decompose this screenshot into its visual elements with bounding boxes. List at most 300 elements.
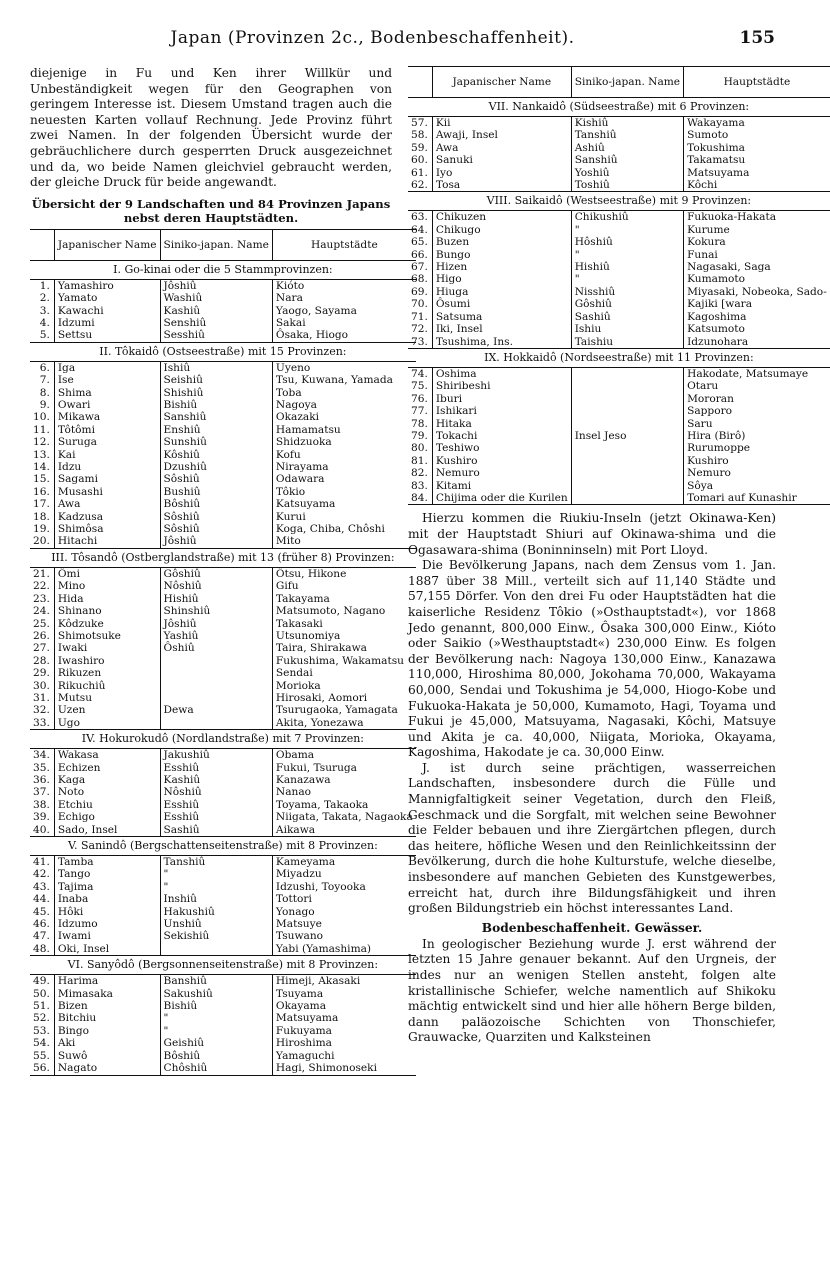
province-number: 32.: [30, 704, 54, 716]
province-number: 6.: [30, 361, 54, 374]
province-number: 11.: [30, 424, 54, 436]
siniko-name: Washiû: [160, 292, 272, 304]
table-row: [30, 305, 416, 317]
capital-cities: Kushiro: [687, 454, 729, 467]
capital-cities: Takayama: [275, 592, 330, 605]
table-row: [30, 523, 416, 535]
table-row: [30, 1050, 416, 1062]
region-title: IX. Hokkaidô (Nordseestraße) mit 11 Provinzen:: [408, 348, 830, 367]
japanese-name: Bungo: [432, 249, 571, 261]
japanese-name: Tango: [54, 868, 160, 880]
province-number: 2.: [30, 292, 54, 304]
siniko-name: ": [160, 1012, 272, 1024]
siniko-name: [571, 492, 683, 505]
japanese-name: Nemuro: [432, 467, 571, 479]
japanese-name: Kadzusa: [54, 511, 160, 523]
province-number: 24.: [30, 605, 54, 617]
province-number: 16.: [30, 486, 54, 498]
region-title: IV. Hokurokudô (Nordlandstraße) mit 7 Provinzen:: [30, 730, 416, 749]
japanese-name: Iga: [54, 361, 160, 374]
siniko-name: [571, 467, 683, 479]
capital-cities: Rurumoppe: [687, 442, 751, 455]
capital-cities: Nemuro: [687, 467, 731, 480]
table-row: [30, 361, 416, 374]
col-japanese-name: Japanischer Name: [432, 67, 571, 98]
siniko-name: Sakushiû: [160, 988, 272, 1000]
region-heading: [30, 837, 416, 856]
siniko-name: Sôshiû: [160, 473, 272, 485]
siniko-name: Ishiu: [571, 323, 683, 335]
japanese-name: Idzu: [54, 461, 160, 473]
table-row: [30, 1062, 416, 1075]
province-number: 64.: [408, 224, 432, 236]
province-number: 5.: [30, 329, 54, 342]
table-row: [30, 856, 416, 869]
japanese-name: Harima: [54, 975, 160, 988]
japanese-name: Shima: [54, 387, 160, 399]
province-number: 62.: [408, 179, 432, 192]
table-row: [30, 317, 416, 329]
province-number: 18.: [30, 511, 54, 523]
col-capitals: Hauptstädte: [684, 67, 830, 98]
capital-cities: Katsuyama: [275, 498, 336, 511]
col-siniko-name: Siniko-japan. Name: [571, 67, 683, 98]
table-row: [408, 142, 830, 154]
siniko-name: Kishiû: [571, 117, 683, 130]
province-number: 81.: [408, 455, 432, 467]
province-number: 28.: [30, 655, 54, 667]
table-row: [408, 154, 830, 166]
table-row: [30, 436, 416, 448]
capital-cities: Ôtsu, Hikone: [275, 567, 347, 580]
siniko-name: Sôshiû: [160, 511, 272, 523]
japanese-name: Mutsu: [54, 692, 160, 704]
capital-cities: Hirosaki, Aomori: [275, 691, 368, 704]
capital-cities: Toba: [275, 386, 302, 399]
table-row: [30, 580, 416, 592]
japanese-name: Chijima oder die Kurilen: [432, 492, 571, 505]
province-number: 47.: [30, 930, 54, 942]
japanese-name: Ôsumi: [432, 298, 571, 310]
province-table-right: [408, 66, 830, 505]
province-number: 79.: [408, 430, 432, 442]
capital-cities: Yonago: [275, 905, 315, 918]
siniko-name: Inshiû: [160, 893, 272, 905]
province-number: 1.: [30, 279, 54, 292]
siniko-name: Bishiû: [160, 399, 272, 411]
capital-cities: Matsumoto, Nagano: [275, 605, 386, 618]
table-row: [408, 455, 830, 467]
japanese-name: Kii: [432, 117, 571, 130]
table-row: [408, 492, 830, 505]
table-row: [30, 329, 416, 342]
capital-cities: Shidzuoka: [275, 436, 332, 449]
siniko-name: Dzushiû: [160, 461, 272, 473]
capital-cities: Utsunomiya: [275, 629, 341, 642]
siniko-name: Kashiû: [160, 774, 272, 786]
province-number: 50.: [30, 988, 54, 1000]
col-japanese-name: Japanischer Name: [54, 229, 160, 260]
province-number: 33.: [30, 717, 54, 730]
province-number: 23.: [30, 593, 54, 605]
siniko-name: Sôshiû: [160, 523, 272, 535]
capital-cities: Tomari auf Kunashir: [684, 492, 830, 505]
japanese-name: Echizen: [54, 762, 160, 774]
siniko-name: Geishiû: [160, 1037, 272, 1049]
japanese-name: Oshima: [432, 367, 571, 380]
province-number: 69.: [408, 286, 432, 298]
province-number: 82.: [408, 467, 432, 479]
table-row: [30, 642, 416, 654]
province-number: 13.: [30, 449, 54, 461]
capital-cities: Mororan: [687, 392, 734, 405]
capital-cities: Otaru: [687, 380, 719, 393]
siniko-name: ": [571, 273, 683, 285]
province-number: 74.: [408, 367, 432, 380]
siniko-name: Unshiû: [160, 918, 272, 930]
province-number: 67.: [408, 261, 432, 273]
siniko-name: Gôshiû: [571, 298, 683, 310]
capital-cities: Nagasaki, Saga: [687, 261, 771, 274]
capital-cities: Tôkio: [275, 485, 306, 498]
japanese-name: Iyo: [432, 167, 571, 179]
siniko-name: Sunshiû: [160, 436, 272, 448]
table-row: [30, 943, 416, 956]
province-table-left: [30, 229, 416, 1076]
province-number: 34.: [30, 749, 54, 762]
province-number: 10.: [30, 411, 54, 423]
japanese-name: Ise: [54, 374, 160, 386]
capital-cities: Sendai: [275, 667, 313, 680]
left-column: [30, 66, 413, 1076]
province-number: 44.: [30, 893, 54, 905]
japanese-name: Awaji, Insel: [432, 129, 571, 141]
japanese-name: Hiuga: [432, 286, 571, 298]
japanese-name: Awa: [432, 142, 571, 154]
japanese-name: Satsuma: [432, 311, 571, 323]
japanese-name: Bitchiu: [54, 1012, 160, 1024]
siniko-name: Bushiû: [160, 486, 272, 498]
page-header: [30, 28, 775, 58]
province-number: 84.: [408, 492, 432, 505]
capital-cities: Hagi, Shimonoseki: [272, 1062, 415, 1075]
table-row: [30, 918, 416, 930]
japanese-name: Teshiwo: [432, 442, 571, 454]
table-row: [30, 811, 416, 823]
capital-cities: Tokushima: [687, 141, 745, 154]
province-number: 76.: [408, 393, 432, 405]
japanese-name: Mimasaka: [54, 988, 160, 1000]
siniko-name: Chikushiû: [571, 211, 683, 224]
table-row: [30, 692, 416, 704]
capital-cities: Okazaki: [275, 411, 320, 424]
siniko-name: [160, 692, 272, 704]
japanese-name: Ugo: [54, 717, 160, 730]
province-number: 37.: [30, 786, 54, 798]
region-title: VIII. Saikaidô (Westseestraße) mit 9 Provinzen:: [408, 192, 830, 211]
siniko-name: Taishiu: [571, 336, 683, 349]
table-row: [408, 167, 830, 179]
capital-cities: Kagoshima: [687, 310, 747, 323]
region-heading: [408, 192, 830, 211]
table-row: [408, 249, 830, 261]
province-number: 43.: [30, 881, 54, 893]
japanese-name: Etchiu: [54, 799, 160, 811]
province-number: 59.: [408, 142, 432, 154]
section-heading: Bodenbeschaffenheit. Gewässer.: [481, 920, 703, 935]
siniko-name: Yoshiû: [571, 167, 683, 179]
capital-cities: Toyama, Takaoka: [275, 798, 369, 811]
table-row: [30, 292, 416, 304]
japanese-name: Chikuzen: [432, 211, 571, 224]
table-row: [408, 224, 830, 236]
japanese-name: Wakasa: [54, 749, 160, 762]
capital-cities: Miyasaki, Nobeoka, Sado-: [687, 285, 827, 298]
capital-cities: Nara: [275, 292, 303, 305]
region-title: V. Sanindô (Bergschattenseitenstraße) mit 8 Provinzen:: [30, 837, 416, 856]
japanese-name: Noto: [54, 786, 160, 798]
japanese-name: Owari: [54, 399, 160, 411]
siniko-name: Sashiû: [160, 824, 272, 837]
table-row: [30, 881, 416, 893]
province-number: 54.: [30, 1037, 54, 1049]
province-number: 36.: [30, 774, 54, 786]
province-number: 83.: [408, 480, 432, 492]
table-row: [30, 424, 416, 436]
col-number: [30, 229, 54, 260]
capital-cities: Yamaguchi: [275, 1049, 335, 1062]
capital-cities: Saru: [687, 417, 713, 430]
capital-cities: Idzushi, Toyooka: [275, 880, 366, 893]
siniko-name: [571, 393, 683, 405]
siniko-name: [160, 717, 272, 730]
japanese-name: Shimotsuke: [54, 630, 160, 642]
siniko-name: Nôshiû: [160, 580, 272, 592]
province-number: 20.: [30, 535, 54, 548]
province-number: 25.: [30, 618, 54, 630]
siniko-name: Hishiû: [571, 261, 683, 273]
siniko-name: [571, 442, 683, 454]
capital-cities: Takasaki: [275, 617, 323, 630]
province-number: 31.: [30, 692, 54, 704]
table-row: [408, 442, 830, 454]
japanese-name: Tosa: [432, 179, 571, 192]
siniko-name: Bishiû: [160, 1000, 272, 1012]
paragraph-population: Die Bevölkerung Japans, nach dem Zensus vom 1. Jan. 1887 über 38 Mill., verteilt sich auf 11,140 Städte und 57,155 Dörfer. Von den drei Fu oder Hauptstädten hat die kaiserliche Residenz Tôkio (»Osthauptstadt«), vor 1868 Jedo genannt, 800,000 Einw., Ôsaka 300,000 Einw., Kióto oder Saikio (»Westhauptstadt«) 230,000 Einw. Es folgen der Bevölkerung nach: Nagoya 130,000 Einw., Kanazawa 110,000, Hiroshima 80,000, Jokohama 70,000, Wakayama 60,000, Sendai und Tokushima je 54,000, Hiogo-Kobe und Fukuoka-Hakata je 50,000, Kumamoto, Hagi, Toyama und Fukui je 45,000, Matsuyama, Nagasaki, Kôchi, Matsuye und Akita je ca. 40,000, Niigata, Morioka, Okayama, Kagoshima, Hakodate je ca. 30,000 Einw.: [408, 558, 776, 760]
table-row: [30, 605, 416, 617]
capital-cities: Tsurugaoka, Yamagata: [275, 704, 398, 717]
siniko-name: [160, 680, 272, 692]
region-heading: [30, 260, 416, 279]
province-number: 35.: [30, 762, 54, 774]
table-row: [30, 411, 416, 423]
page-number: 155: [739, 28, 775, 48]
japanese-name: Uzen: [54, 704, 160, 716]
table-row: [408, 298, 830, 310]
capital-cities: Fukushima, Wakamatsu: [275, 654, 404, 667]
japanese-name: Hida: [54, 593, 160, 605]
table-row: [408, 323, 830, 335]
capital-cities: Miyadzu: [275, 868, 322, 881]
capital-cities: Kumamoto: [687, 273, 746, 286]
capital-cities: Tsu, Kuwana, Yamada: [275, 374, 393, 387]
capital-cities: Sapporo: [687, 405, 733, 418]
province-number: 30.: [30, 680, 54, 692]
capital-cities: Kôchi: [687, 179, 718, 192]
japanese-name: Higo: [432, 273, 571, 285]
siniko-name: Ashiû: [571, 142, 683, 154]
region-heading: [408, 98, 830, 117]
region-heading: [30, 956, 416, 975]
siniko-name: Toshiû: [571, 179, 683, 192]
table-row: [30, 387, 416, 399]
capital-cities: Kióto: [275, 279, 305, 292]
capital-cities: Taira, Shirakawa: [275, 642, 367, 655]
capital-cities: Aikawa: [275, 823, 316, 836]
capital-cities: Hiroshima: [275, 1037, 332, 1050]
capital-cities: Morioka: [275, 679, 321, 692]
province-number: 46.: [30, 918, 54, 930]
siniko-name: ": [160, 1025, 272, 1037]
siniko-name: [160, 667, 272, 679]
siniko-name: Senshiû: [160, 317, 272, 329]
siniko-name: [571, 455, 683, 467]
japanese-name: Sanuki: [432, 154, 571, 166]
siniko-name: Sesshiû: [160, 329, 272, 342]
col-capitals: Hauptstädte: [272, 229, 415, 260]
siniko-name: Enshiû: [160, 424, 272, 436]
siniko-name: Hôshiû: [571, 236, 683, 248]
province-number: 73.: [408, 336, 432, 349]
capital-cities: Takamatsu: [687, 154, 746, 167]
province-number: 17.: [30, 498, 54, 510]
japanese-name: Mino: [54, 580, 160, 592]
table-row: [408, 211, 830, 224]
japanese-name: Sado, Insel: [54, 824, 160, 837]
siniko-name: Tanshiû: [571, 129, 683, 141]
table-row: [30, 824, 416, 837]
japanese-name: Idzumi: [54, 317, 160, 329]
region-title: VII. Nankaidô (Südseestraße) mit 6 Provinzen:: [408, 98, 830, 117]
capital-cities: Kameyama: [275, 856, 336, 868]
japanese-name: Hitaka: [432, 418, 571, 430]
table-row: [30, 667, 416, 679]
province-number: 14.: [30, 461, 54, 473]
capital-cities: Gifu: [275, 580, 299, 593]
table-row: [30, 399, 416, 411]
table-row: [30, 535, 416, 548]
siniko-name: [160, 943, 272, 956]
table-row: [30, 461, 416, 473]
table-row: [30, 930, 416, 942]
table-row: [30, 762, 416, 774]
province-number: 38.: [30, 799, 54, 811]
province-number: 55.: [30, 1050, 54, 1062]
japanese-name: Musashi: [54, 486, 160, 498]
table-row: [30, 988, 416, 1000]
table-row: [30, 975, 416, 988]
region-heading: [30, 548, 416, 567]
table-row: [408, 273, 830, 285]
capital-cities: Kurume: [687, 223, 730, 236]
province-number: 53.: [30, 1025, 54, 1037]
siniko-name: Dewa: [160, 704, 272, 716]
table-row: [30, 630, 416, 642]
province-number: 9.: [30, 399, 54, 411]
japanese-name: Shiribeshi: [432, 380, 571, 392]
japanese-name: Yamato: [54, 292, 160, 304]
province-number: 22.: [30, 580, 54, 592]
siniko-name: Hishiû: [160, 593, 272, 605]
siniko-name: [571, 380, 683, 392]
capital-cities: Fukuyama: [275, 1024, 332, 1037]
capital-cities: Kanazawa: [275, 773, 331, 786]
table-row: [30, 1000, 416, 1012]
province-number: 41.: [30, 856, 54, 869]
province-number: 58.: [408, 129, 432, 141]
siniko-name: Ôshiû: [160, 642, 272, 654]
table-row: [30, 799, 416, 811]
capital-cities: Sôya: [687, 479, 714, 492]
siniko-name: Sekishiû: [160, 930, 272, 942]
province-number: 77.: [408, 405, 432, 417]
siniko-name: Banshiû: [160, 975, 272, 988]
province-number: 61.: [408, 167, 432, 179]
right-column: [408, 66, 827, 1046]
region-heading: [30, 730, 416, 749]
siniko-name: Bôshiû: [160, 1050, 272, 1062]
japanese-name: Suruga: [54, 436, 160, 448]
siniko-name: Esshiû: [160, 799, 272, 811]
japanese-name: Rikuchiû: [54, 680, 160, 692]
capital-cities: Nanao: [275, 786, 312, 799]
siniko-name: Kôshiû: [160, 449, 272, 461]
table-row: [408, 380, 830, 392]
japanese-name: Aki: [54, 1037, 160, 1049]
capital-cities: Kurui: [275, 510, 306, 523]
paragraph-riukiu: Hierzu kommen die Riukiu-Inseln (jetzt Okinawa-Ken) mit der Hauptstadt Shiuri auf Okinawa-shima und die Ogasawara-shima (Boninninseln) mit Port Lloyd.: [408, 511, 776, 557]
capital-cities: Nirayama: [275, 461, 329, 474]
capital-cities: Koga, Chiba, Chôshi: [275, 523, 385, 536]
capital-cities: Matsuye: [275, 918, 322, 931]
capital-cities: Sumoto: [687, 129, 729, 142]
province-number: 42.: [30, 868, 54, 880]
province-number: 60.: [408, 154, 432, 166]
japanese-name: Iwami: [54, 930, 160, 942]
table-row: [30, 279, 416, 292]
table-row: [408, 480, 830, 492]
table-row: [30, 655, 416, 667]
table-row: [30, 618, 416, 630]
siniko-name: Sanshiû: [571, 154, 683, 166]
province-number: 19.: [30, 523, 54, 535]
siniko-name: Hakushiû: [160, 906, 272, 918]
capital-cities: Hamamatsu: [275, 423, 341, 436]
province-number: 40.: [30, 824, 54, 837]
province-number: 48.: [30, 943, 54, 956]
siniko-name: ": [160, 881, 272, 893]
siniko-name: Jôshiû: [160, 279, 272, 292]
capital-cities: Mito: [275, 535, 301, 548]
province-number: 57.: [408, 117, 432, 130]
table-row: [30, 1025, 416, 1037]
japanese-name: Bingo: [54, 1025, 160, 1037]
japanese-name: Kushiro: [432, 455, 571, 467]
siniko-name: ": [571, 224, 683, 236]
province-number: 78.: [408, 418, 432, 430]
province-number: 52.: [30, 1012, 54, 1024]
capital-cities: Ôsaka, Hiogo: [275, 329, 348, 342]
